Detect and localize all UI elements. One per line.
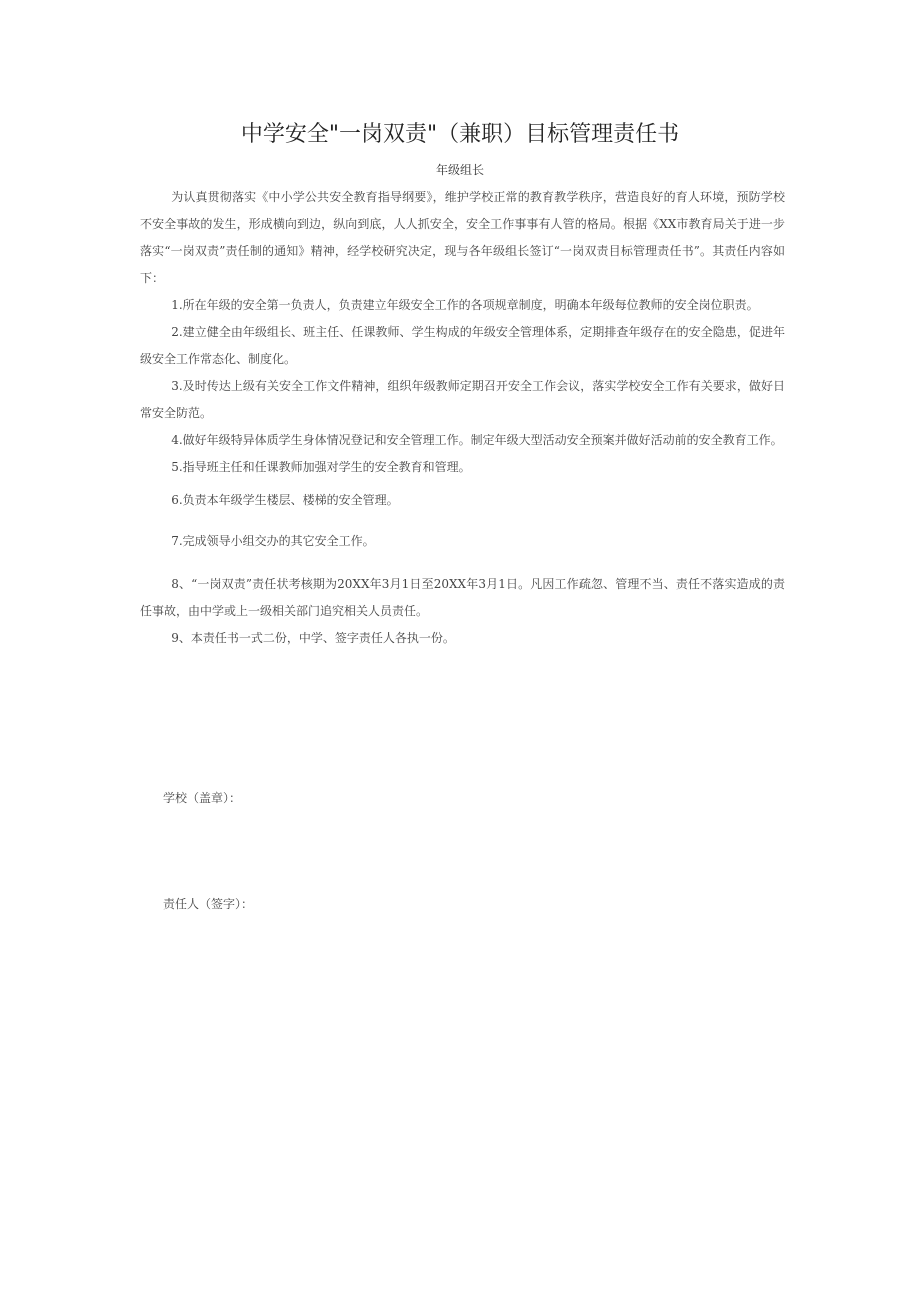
list-item: 6.负责本年级学生楼层、楼梯的安全管理。 [171,493,399,507]
list-item: 7.完成领导小组交办的其它安全工作。 [171,534,375,548]
list-item: 5.指导班主任和任课教师加强对学生的安全教育和管理。 [171,460,471,474]
list-item: 2.建立健全由年级组长、班主任、任课教师、学生构成的年级安全管理体系，定期排查年级存在的安全隐患，促进年级安全工作常态化、制度化。 [140,325,785,366]
list-item: 3.及时传达上级有关安全工作文件精神，组织年级教师定期召开安全工作会议，落实学校安全工作有关要求，做好日常安全防范。 [140,379,785,420]
list-item: 8、“一岗双责”责任状考核期为20XX年3月1日至20XX年3月1日。凡因工作疏忽、管理不当、责任不落实造成的责任事故，由中学或上一级相关部门追究相关人员责任。 [140,577,785,618]
intro-paragraph: 为认真贯彻落实《中小学公共安全教育指导纲要》，维护学校正常的教育教学秩序，营造良好的育人环境，预防学校不安全事故的发生，形成横向到边，纵向到底，人人抓安全，安全工作事事有人管的格局。根据《XX市教育局关于进一步落实“一岗双责”责任制的通知》精神，经学校研究决定，现与各年级组长签订“一岗双责目标管理责任书”。其责任内容如下： [140,190,785,285]
list-item: 4.做好年级特异体质学生身体情况登记和安全管理工作。制定年级大型活动安全预案并做好活动前的安全教育工作。 [171,433,783,447]
school-seal-line: 学校（盖章）： [163,791,242,805]
document-body [140,184,785,652]
document-title: 中学安全"一岗双责"（兼职）目标管理责任书 [240,122,680,147]
responsible-person-signature-line: 责任人（签字）： [163,897,254,911]
list-item: 1.所在年级的安全第一负责人，负责建立年级安全工作的各项规章制度，明确本年级每位教师的安全岗位职责。 [171,298,759,312]
list-item: 9、本责任书一式二份，中学、签字责任人各执一份。 [171,631,455,645]
document-subtitle: 年级组长 [435,163,484,177]
